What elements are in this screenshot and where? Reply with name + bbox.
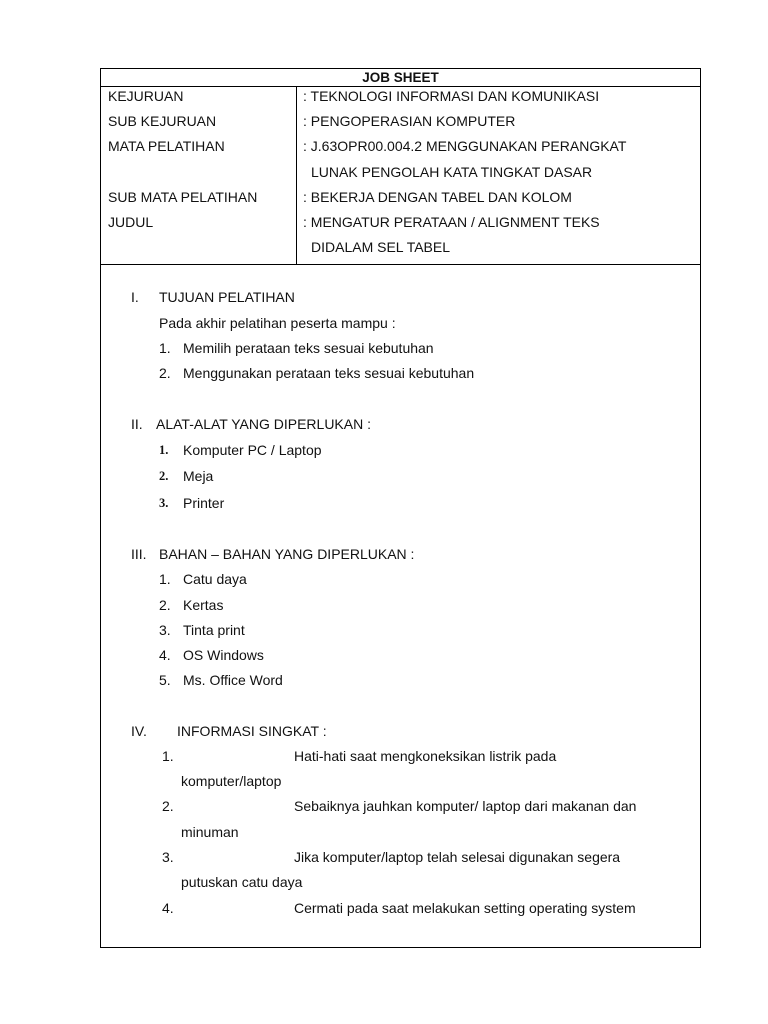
section-2-item-1-num: 1.: [159, 443, 169, 457]
header-value-mata-pelatihan-cont: LUNAK PENGOLAH KATA TINGKAT DASAR: [311, 164, 593, 180]
job-sheet: [100, 68, 701, 948]
section-4-heading: INFORMASI SINGKAT :: [177, 723, 327, 739]
header-bottom-border: [101, 264, 700, 265]
section-4-item-1-num: 1.: [162, 748, 174, 764]
section-2-item-3-num: 3.: [159, 496, 169, 510]
section-3-item-4-num: 4.: [159, 647, 171, 663]
section-3-heading: BAHAN – BAHAN YANG DIPERLUKAN :: [159, 546, 415, 562]
section-1-item-1-text: Memilih perataan teks sesuai kebutuhan: [183, 340, 434, 356]
header-value-mata-pelatihan: : J.63OPR00.004.2 MENGGUNAKAN PERANGKAT: [303, 138, 627, 154]
section-3-item-5-num: 5.: [159, 672, 171, 688]
section-2-item-2-text: Meja: [183, 468, 214, 484]
section-4-item-4-num: 4.: [162, 900, 174, 916]
section-1-item-2-num: 2.: [159, 365, 171, 381]
section-4-item-1-cont: komputer/laptop: [181, 773, 282, 789]
section-4-item-4-text: Cermati pada saat melakukan setting operating system: [294, 900, 636, 916]
header-label-judul: JUDUL: [108, 214, 154, 230]
header-value-judul-cont: DIDALAM SEL TABEL: [311, 239, 451, 255]
section-3-item-1-num: 1.: [159, 571, 171, 587]
section-2-item-2-num: 2.: [159, 469, 169, 483]
section-3-numeral: III.: [131, 546, 147, 562]
section-3-item-2-num: 2.: [159, 597, 171, 613]
section-2-item-3-text: Printer: [183, 495, 225, 511]
section-3-item-3-num: 3.: [159, 622, 171, 638]
section-4-item-3-cont: putuskan catu daya: [181, 874, 303, 890]
header-label-kejuruan: KEJURUAN: [108, 88, 184, 104]
section-2-item-1-text: Komputer PC / Laptop: [183, 442, 322, 458]
header-label-mata-pelatihan: MATA PELATIHAN: [108, 138, 225, 154]
section-4-item-2-cont: minuman: [181, 824, 239, 840]
section-2-numeral: II.: [131, 416, 143, 432]
section-4-item-1-text: Hati-hati saat mengkoneksikan listrik pada: [294, 748, 557, 764]
section-3-item-3-text: Tinta print: [183, 622, 245, 638]
section-1-item-2-text: Menggunakan perataan teks sesuai kebutuhan: [183, 365, 475, 381]
section-4-item-3-text: Jika komputer/laptop telah selesai digunakan segera: [294, 849, 621, 865]
header-value-sub-kejuruan: : PENGOPERASIAN KOMPUTER: [303, 113, 516, 129]
header-value-sub-mata-pelatihan: : BEKERJA DENGAN TABEL DAN KOLOM: [303, 189, 572, 205]
section-4-numeral: IV.: [131, 723, 147, 739]
header-value-judul: : MENGATUR PERATAAN / ALIGNMENT TEKS: [303, 214, 600, 230]
header-label-sub-mata-pelatihan: SUB MATA PELATIHAN: [108, 189, 258, 205]
section-3-item-5-text: Ms. Office Word: [183, 672, 283, 688]
section-2-heading: ALAT-ALAT YANG DIPERLUKAN :: [156, 416, 371, 432]
section-1-numeral: I.: [131, 289, 139, 305]
section-3-item-4-text: OS Windows: [183, 647, 264, 663]
section-4-item-2-num: 2.: [162, 798, 174, 814]
section-3-item-2-text: Kertas: [183, 597, 224, 613]
header-value-kejuruan: : TEKNOLOGI INFORMASI DAN KOMUNIKASI: [303, 88, 600, 104]
section-3-item-1-text: Catu daya: [183, 571, 247, 587]
header-label-sub-kejuruan: SUB KEJURUAN: [108, 113, 217, 129]
section-4-item-3-num: 3.: [162, 849, 174, 865]
header-divider: [296, 86, 297, 264]
section-4-item-2-text: Sebaiknya jauhkan komputer/ laptop dari makanan dan: [294, 798, 637, 814]
section-1-intro: Pada akhir pelatihan peserta mampu :: [159, 315, 396, 331]
section-1-item-1-num: 1.: [159, 340, 171, 356]
page-title: JOB SHEET: [101, 69, 700, 87]
section-1-heading: TUJUAN PELATIHAN: [159, 289, 295, 305]
